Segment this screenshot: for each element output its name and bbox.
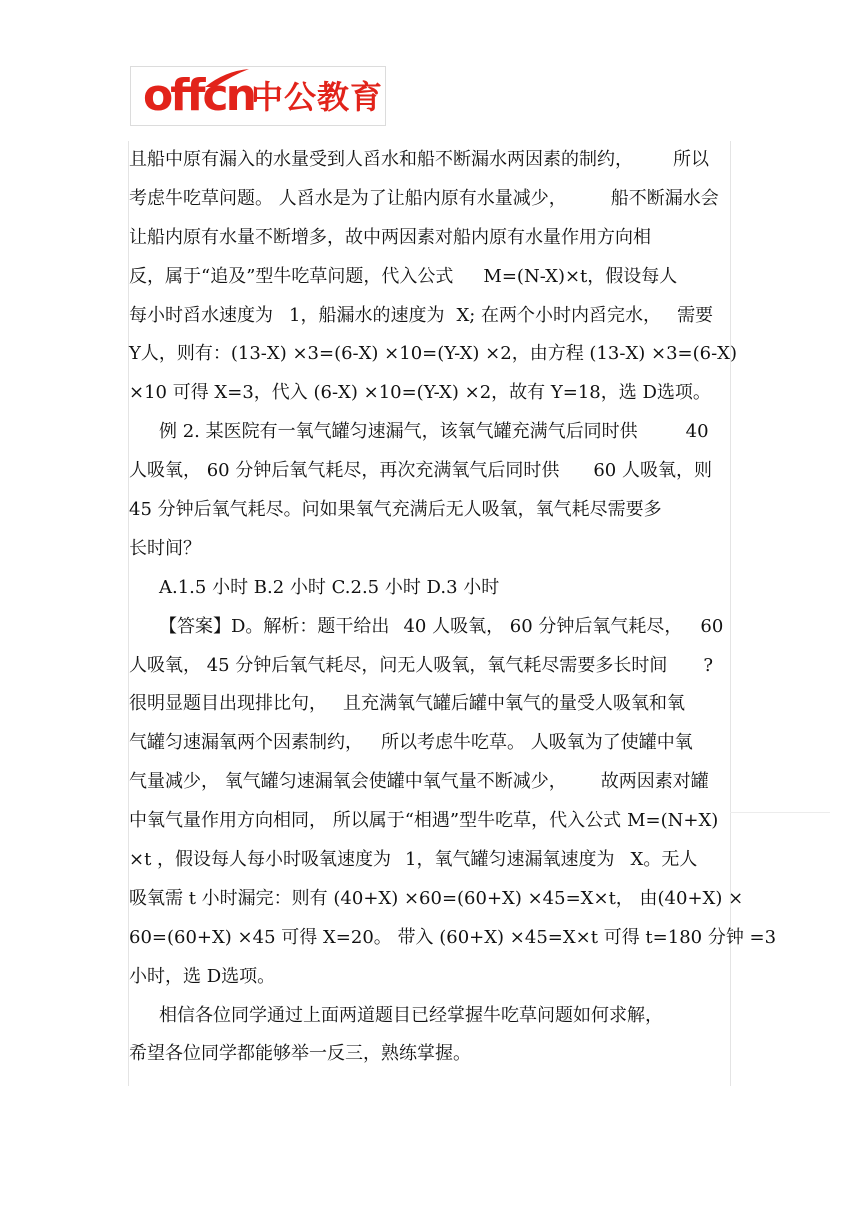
scan-line: [730, 812, 830, 813]
text-segment: 气量减少， 氧气罐匀速漏氧会使罐中氧气量不断减少，: [129, 771, 567, 793]
text-segment: ?: [703, 654, 714, 676]
logo-brand-en: offcn: [143, 70, 254, 121]
text-segment: X。无人: [630, 849, 698, 871]
text-segment: 人吸氧， 45 分钟后氧气耗尽，问无人吸氧，氧气耗尽需要多长时间: [129, 654, 668, 676]
text-segment: 且充满氧气罐后罐中氧气的量受人吸氧和氧: [343, 693, 685, 715]
text-line: [129, 763, 732, 802]
text-line: [129, 258, 732, 297]
offcn-logo: [130, 66, 386, 126]
text-line: [129, 297, 732, 336]
text-segment: 反，属于“追及”型牛吃草问题，代入公式: [129, 265, 454, 287]
text-segment: X; 在两个小时内舀完水，: [456, 304, 662, 326]
text-line: [129, 1035, 732, 1074]
text-segment: ×t ，假设每人每小时吸氧速度为: [129, 849, 392, 871]
text-segment: 【答案】D。解析：题干给出: [159, 615, 390, 637]
text-segment: Y人，则有：(13-X) ×3=(6-X) ×10=(Y-X) ×2，由方程 (13-X) ×3=(6-X): [129, 343, 738, 365]
text-segment: 长时间？: [129, 537, 201, 559]
text-line: [129, 374, 732, 413]
text-line: [129, 491, 732, 530]
text-segment: 希望各位同学都能够举一反三，熟练掌握。: [129, 1043, 471, 1065]
text-segment: 考虑牛吃草问题。 人舀水是为了让船内原有水量减少，: [129, 187, 567, 209]
text-segment: 且船中原有漏入的水量受到人舀水和船不断漏水两因素的制约，: [129, 149, 633, 170]
text-line: [129, 335, 738, 374]
text-segment: 人吸氧， 60 分钟后氧气耗尽，再次充满氧气后同时供: [129, 460, 560, 482]
document-body: [129, 141, 777, 1074]
text-line: [129, 219, 732, 258]
text-line: [129, 647, 732, 686]
text-segment: 例 2. 某医院有一氧气罐匀速漏气，该氧气罐充满气后同时供: [159, 421, 638, 443]
text-segment: 40 人吸氧， 60 分钟后氧气耗尽，: [403, 615, 683, 637]
text-segment: 60 人吸氧，则: [593, 460, 712, 482]
text-segment: 很明显题目出现排比句，: [129, 693, 327, 715]
text-segment: 让船内原有水量不断增多，故中两因素对船内原有水量作用方向相: [129, 226, 651, 248]
text-segment: M=(N+X): [627, 810, 719, 832]
text-segment: 吸氧需 t 小时漏完：则有 (40+X) ×60=(60+X) ×45=X×t， 由(40+X) ×: [129, 887, 744, 909]
logo-brand-cn: 中公教育: [251, 78, 384, 116]
text-segment: 相信各位同学通过上面两道题目已经掌握牛吃草问题如何求解，: [159, 1004, 663, 1026]
text-segment: 60: [700, 615, 724, 637]
text-line: [129, 569, 732, 608]
text-segment: 中氧气量作用方向相同， 所以属于“相遇”型牛吃草，代入公式: [129, 810, 622, 832]
text-segment: 需要: [677, 304, 714, 326]
text-segment: 船不断漏水会: [610, 187, 719, 209]
text-segment: 45 分钟后氧气耗尽。问如果氧气充满后无人吸氧，氧气耗尽需要多: [129, 499, 662, 521]
text-segment: 40: [685, 421, 709, 443]
text-line: [129, 413, 732, 452]
text-segment: 所以考虑牛吃草。 人吸氧为了使罐中氧: [381, 732, 693, 754]
text-line: [129, 452, 732, 491]
text-line: [129, 685, 732, 724]
text-line: [129, 841, 732, 880]
text-line: [129, 880, 744, 919]
text-segment: 60=(60+X) ×45 可得 X=20。 带入 (60+X) ×45=X×t 可得 t=180 分钟 =3: [129, 926, 777, 948]
text-line: [129, 724, 732, 763]
text-segment: 1，船漏水的速度为: [289, 304, 445, 326]
text-segment: 所以: [673, 149, 709, 170]
text-segment: 故两因素对罐: [600, 771, 709, 793]
text-line: [129, 180, 732, 219]
text-segment: A.1.5 小时 B.2 小时 C.2.5 小时 D.3 小时: [159, 576, 500, 598]
text-line: [129, 958, 732, 997]
text-segment: M=(N-X)×t，假设每人: [483, 265, 678, 287]
text-line: [129, 530, 732, 569]
text-line: [129, 919, 777, 958]
text-line: [129, 997, 732, 1036]
text-segment: 气罐匀速漏氧两个因素制约，: [129, 732, 363, 754]
text-segment: 1，氧气罐匀速漏氧速度为: [405, 849, 615, 871]
text-line: [129, 141, 732, 180]
text-segment: 小时，选 D选项。: [129, 965, 276, 987]
text-segment: 每小时舀水速度为: [129, 304, 273, 326]
text-segment: ×10 可得 X=3，代入 (6-X) ×10=(Y-X) ×2，故有 Y=18，选 D选项。: [129, 382, 711, 404]
text-line: [129, 608, 732, 647]
text-line: [129, 802, 732, 841]
